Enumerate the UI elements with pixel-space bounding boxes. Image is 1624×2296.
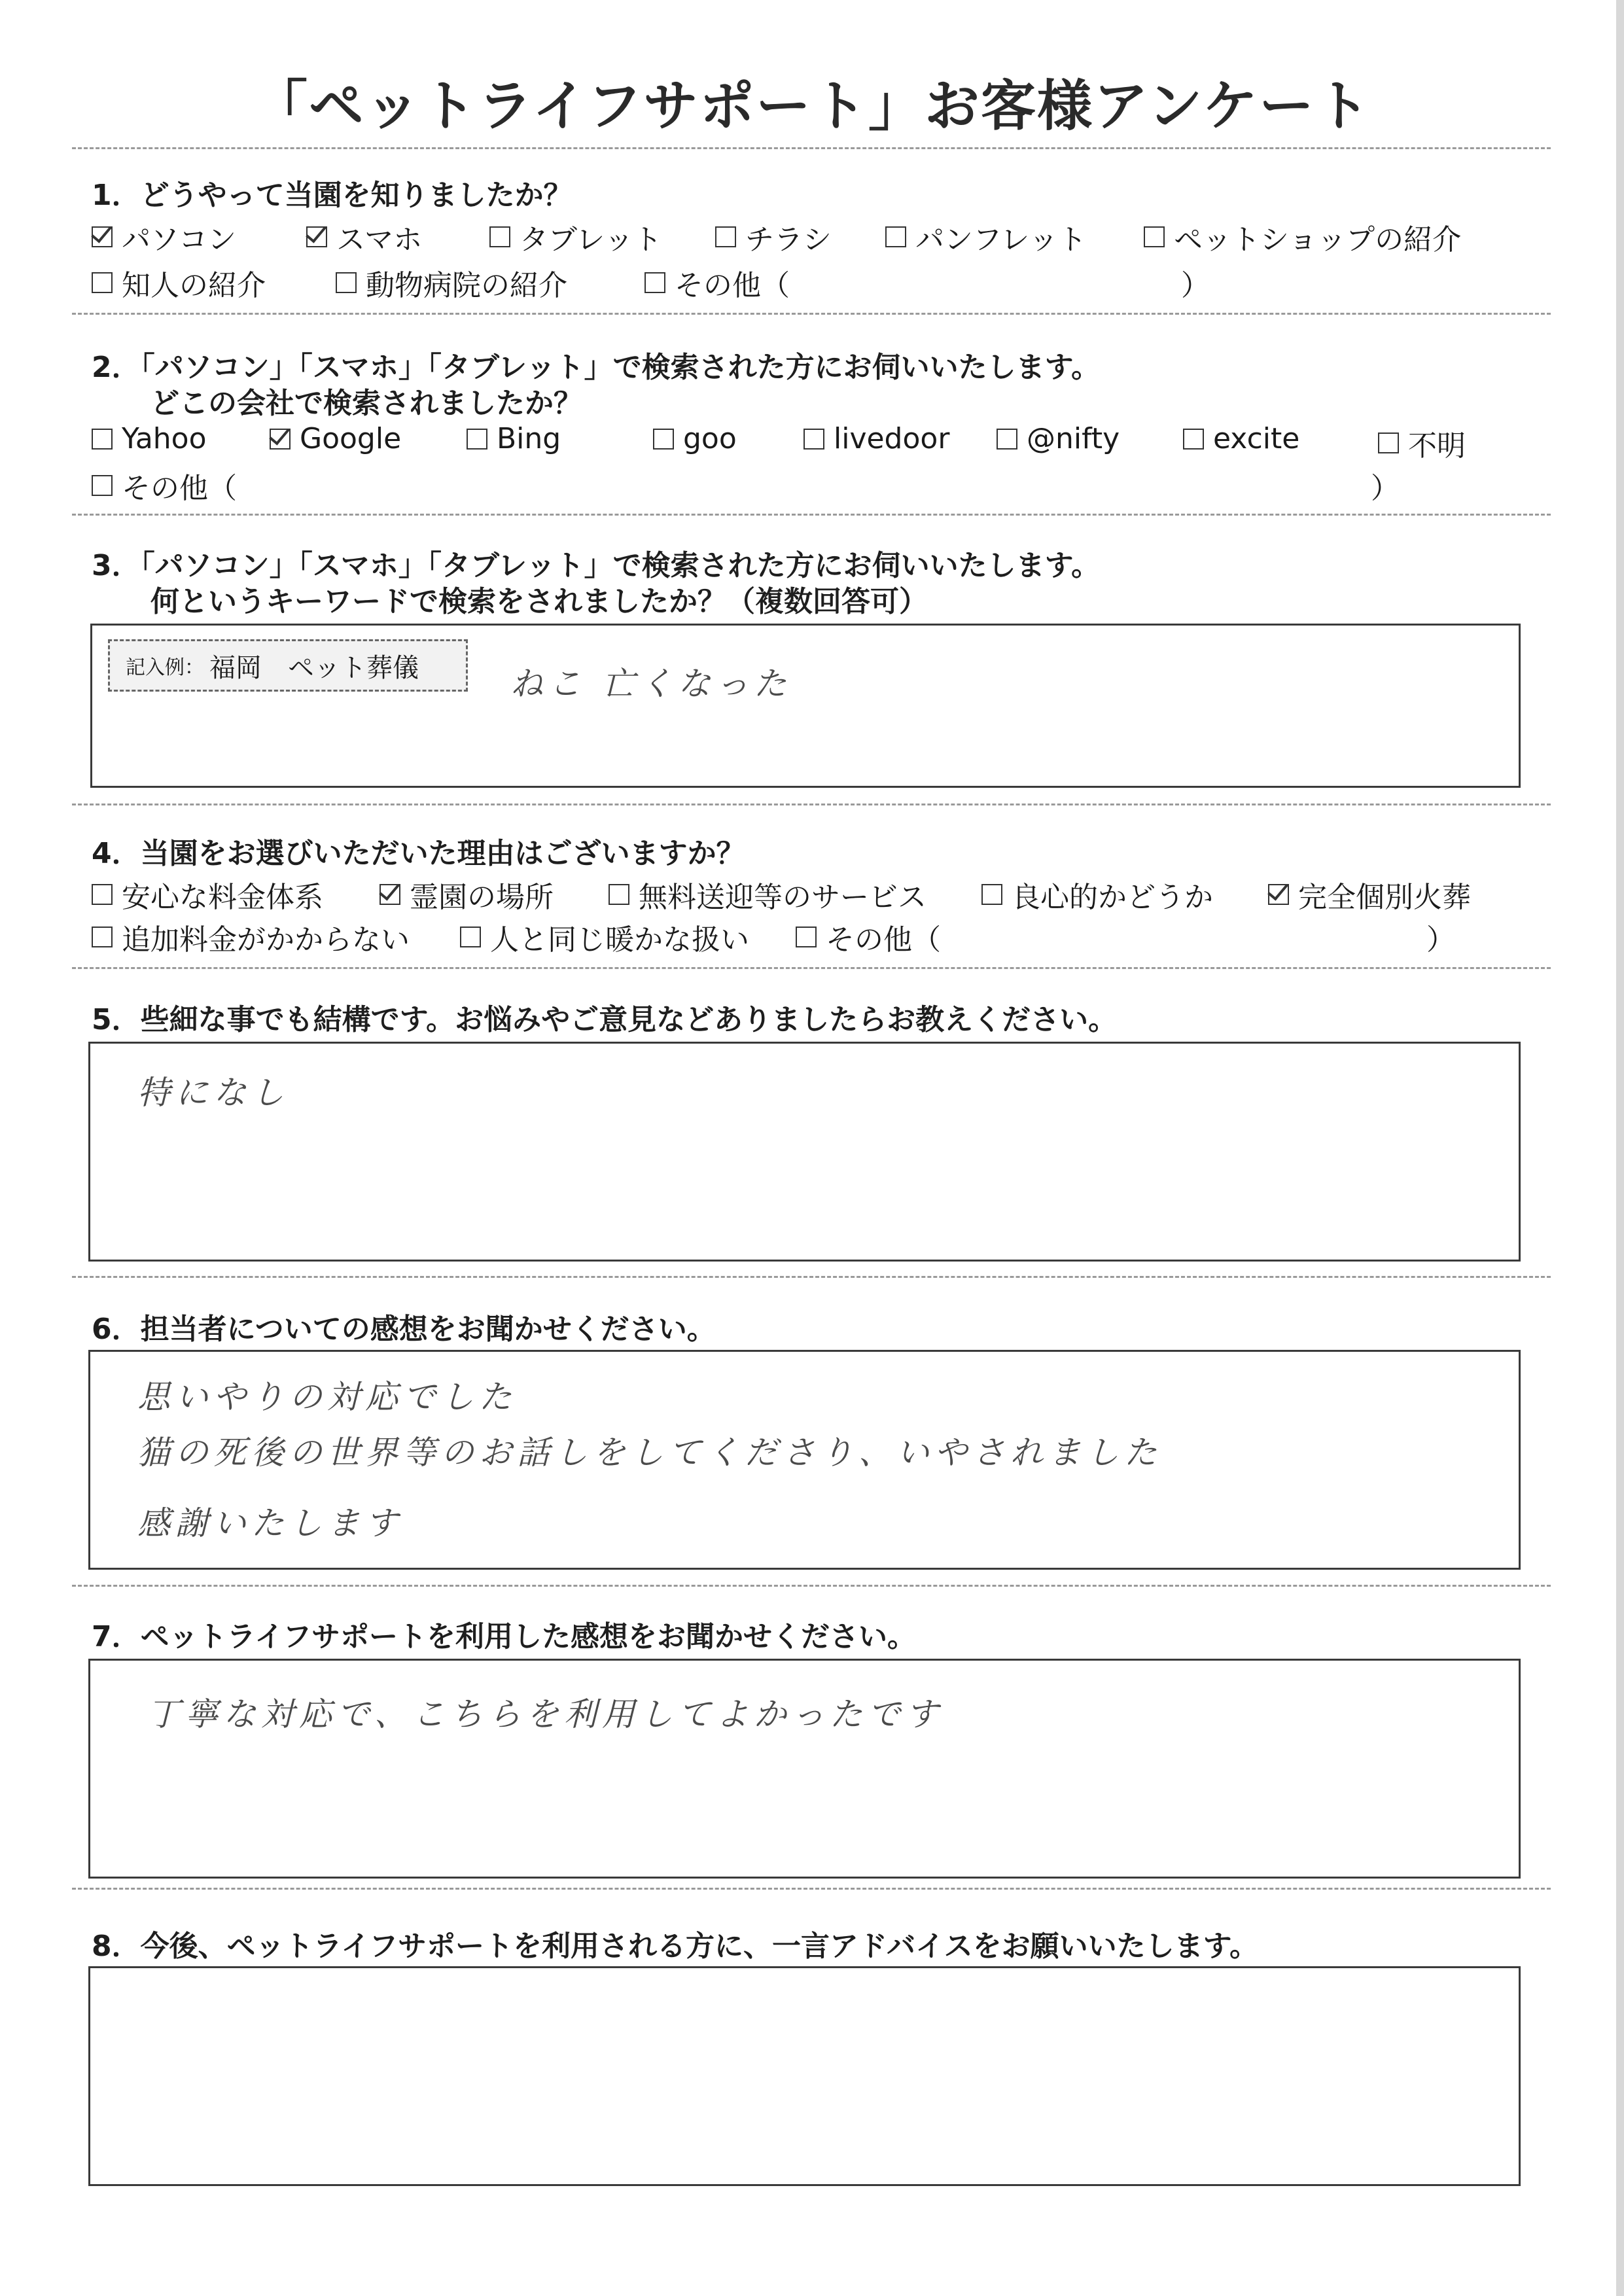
checkbox[interactable] — [796, 927, 817, 947]
q1-option-other[interactable]: その他（ — [644, 262, 790, 304]
q3-handwritten-answer: ねこ 亡くなった — [510, 665, 792, 703]
q4-option-pickup[interactable]: 無料送迎等のサービス — [609, 874, 927, 915]
checkbox[interactable] — [92, 927, 113, 947]
q2-option-bing[interactable]: Bing — [467, 422, 561, 455]
checkbox[interactable] — [644, 272, 665, 293]
q4-option-location[interactable]: 霊園の場所 — [380, 874, 554, 915]
divider — [72, 967, 1551, 969]
checkbox[interactable] — [467, 429, 487, 450]
checkbox[interactable] — [997, 429, 1017, 450]
q5-answer-box[interactable] — [88, 1042, 1521, 1262]
checkbox[interactable] — [609, 884, 629, 905]
q2-question-line2: どこの会社で検索されましたか？ — [150, 387, 582, 420]
q5-handwritten-answer: 特になし — [137, 1074, 289, 1112]
checkbox[interactable] — [380, 884, 400, 905]
checkbox[interactable] — [1183, 429, 1204, 450]
q2-close-paren: ） — [1371, 472, 1400, 505]
q2-option-goo[interactable]: goo — [653, 422, 737, 455]
q2-option-google[interactable]: Google — [270, 422, 401, 455]
checkbox[interactable] — [981, 884, 1002, 905]
checkbox[interactable] — [270, 429, 291, 450]
checkbox[interactable] — [92, 226, 113, 247]
checkbox[interactable] — [92, 272, 113, 293]
q5-question: 5．些細な事でも結構です。お悩みやご意見などありましたらお教えください。 — [92, 1003, 1118, 1036]
q1-option-petshop[interactable]: ペットショップの紹介 — [1144, 216, 1461, 258]
q7-question: 7．ペットライフサポートを利用した感想をお聞かせください。 — [92, 1620, 916, 1653]
q2-option-yahoo[interactable]: Yahoo — [92, 422, 207, 455]
checkbox[interactable] — [460, 927, 481, 947]
checkbox[interactable] — [803, 429, 824, 450]
divider — [72, 1585, 1551, 1587]
checkbox[interactable] — [653, 429, 674, 450]
q4-option-warm-treatment[interactable]: 人と同じ暖かな扱い — [460, 916, 749, 958]
checkbox[interactable] — [1268, 884, 1289, 905]
q1-option-friend[interactable]: 知人の紹介 — [92, 262, 266, 304]
q4-option-individual-cremation[interactable]: 完全個別火葬 — [1268, 874, 1471, 915]
q1-option-flyer[interactable]: チラシ — [715, 216, 832, 258]
q1-option-vet[interactable]: 動物病院の紹介 — [336, 262, 567, 304]
checkbox[interactable] — [336, 272, 357, 293]
q2-option-livedoor[interactable]: livedoor — [803, 422, 949, 455]
checkbox[interactable] — [1144, 226, 1165, 247]
q2-option-other[interactable]: その他（ — [92, 465, 237, 506]
q4-close-paren: ） — [1426, 923, 1455, 957]
q6-question: 6．担当者についての感想をお聞かせください。 — [92, 1313, 716, 1346]
q3-question-line2: 何というキーワードで検索をされましたか？（複数回答可） — [150, 585, 928, 618]
q4-option-honesty[interactable]: 良心的かどうか — [981, 874, 1213, 915]
divider — [72, 1888, 1551, 1890]
divider — [72, 147, 1551, 149]
q7-handwritten-answer: 丁寧な対応で、こちらを利用してよかったです — [147, 1695, 944, 1733]
q4-question: 4．当園をお選びいただいた理由はございますか？ — [92, 837, 745, 870]
q1-option-smartphone[interactable]: スマホ — [306, 216, 422, 258]
checkbox[interactable] — [885, 226, 906, 247]
q3-example: 記入例： 福岡 ペット葬儀 — [108, 639, 468, 692]
checkbox[interactable] — [715, 226, 736, 247]
checkbox[interactable] — [92, 884, 113, 905]
divider — [72, 1276, 1551, 1278]
divider — [72, 514, 1551, 516]
q1-option-pamphlet[interactable]: パンフレット — [885, 216, 1087, 258]
checkbox[interactable] — [92, 429, 113, 450]
q2-option-excite[interactable]: excite — [1183, 422, 1299, 455]
scan-edge — [1616, 0, 1624, 2296]
q4-option-price[interactable]: 安心な料金体系 — [92, 874, 323, 915]
q3-question-line1: 3．「パソコン」「スマホ」「タブレット」で検索された方にお伺いいたします。 — [92, 549, 1101, 582]
q1-option-pc[interactable]: パソコン — [92, 216, 236, 258]
q2-option-unknown[interactable]: 不明 — [1378, 422, 1466, 464]
divider — [72, 804, 1551, 805]
q6-handwritten-line2: 猫の死後の世界等のお話しをしてくださり、いやされました — [137, 1434, 1162, 1472]
checkbox[interactable] — [489, 226, 510, 247]
q4-option-no-extra-fee[interactable]: 追加料金がかからない — [92, 916, 410, 958]
q6-handwritten-line1: 思いやりの対応でした — [137, 1378, 517, 1416]
q8-answer-box[interactable] — [88, 1966, 1521, 2186]
divider — [72, 313, 1551, 315]
q8-question: 8．今後、ペットライフサポートを利用される方に、一言アドバイスをお願いいたします。 — [92, 1930, 1259, 1963]
checkbox[interactable] — [1378, 433, 1399, 453]
checkbox[interactable] — [306, 226, 327, 247]
q6-handwritten-line3: 感謝いたします — [137, 1504, 403, 1542]
survey-title: 「ペットライフサポート」お客様アンケート — [253, 74, 1371, 138]
q2-question-line1: 2．「パソコン」「スマホ」「タブレット」で検索された方にお伺いいたします。 — [92, 351, 1101, 384]
q1-question: 1．どうやって当園を知りましたか？ — [92, 179, 573, 212]
q1-option-tablet[interactable]: タブレット — [489, 216, 662, 258]
q4-option-other[interactable]: その他（ — [796, 916, 941, 958]
q1-close-paren: ） — [1181, 269, 1210, 302]
checkbox[interactable] — [92, 475, 113, 496]
q2-option-nifty[interactable]: @nifty — [997, 422, 1120, 455]
